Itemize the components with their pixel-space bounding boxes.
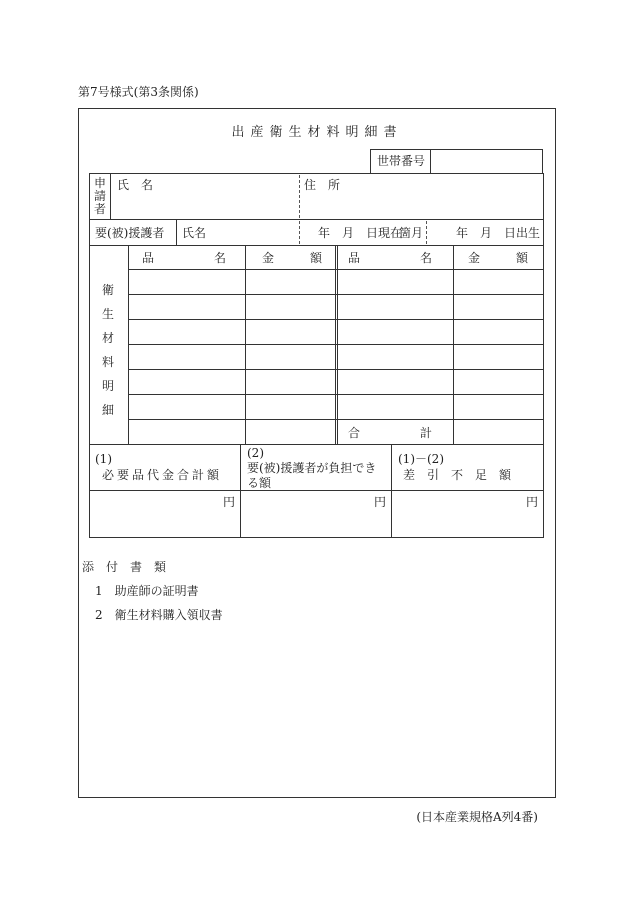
summary-col2-num: (2) <box>247 446 264 460</box>
amount-header-right: 金 額 <box>468 251 529 265</box>
household-number-label: 世帯番号 <box>377 154 426 168</box>
applicant-name-label: 氏 名 <box>117 178 154 192</box>
attachments-title: 添 付 書 類 <box>82 560 167 574</box>
attachment-item: 2 衛生材料購入領収書 <box>95 608 223 622</box>
summary-col3-num: (1)－(2) <box>398 452 444 466</box>
recipient-age-months: 箇月 <box>399 226 424 240</box>
recipient-birth: 年 月 日出生 <box>455 226 540 240</box>
page-title: 出産衛生材料明細書 <box>231 125 403 140</box>
form-number: 第7号様式(第3条関係) <box>78 85 199 99</box>
applicant-name-field[interactable] <box>112 195 297 217</box>
applicant-address-field[interactable] <box>304 195 540 217</box>
currency-col1: 円 <box>222 495 235 509</box>
recipient-label: 要(被)援護者 <box>95 226 165 240</box>
household-number-field[interactable] <box>432 151 542 171</box>
summary-col3-label: 差 引 不 足 額 <box>403 468 512 482</box>
currency-col2: 円 <box>373 495 386 509</box>
summary-col1-num: (1) <box>95 452 112 466</box>
item-header-right: 品 名 <box>348 251 433 265</box>
applicant-label: 申請者 <box>93 176 106 216</box>
amount-header-left: 金 額 <box>262 251 323 265</box>
item-header-left: 品 名 <box>142 251 227 265</box>
recipient-name-label: 氏名 <box>182 226 207 240</box>
summary-col2-label: 要(被)援護者が負担できる額 <box>247 461 377 490</box>
recipient-as-of: 年 月 日現在 <box>318 226 403 240</box>
applicant-address-label: 住 所 <box>304 178 341 192</box>
summary-col1-label: 必要品代金合計額 <box>102 468 223 482</box>
total-label: 合 計 <box>348 426 433 440</box>
attachment-item: 1 助産師の証明書 <box>95 584 199 598</box>
currency-col3: 円 <box>525 495 538 509</box>
items-side-label: 衛生材料明細 <box>101 283 114 417</box>
footer-paper-size: (日本産業規格A列4番) <box>416 810 538 824</box>
